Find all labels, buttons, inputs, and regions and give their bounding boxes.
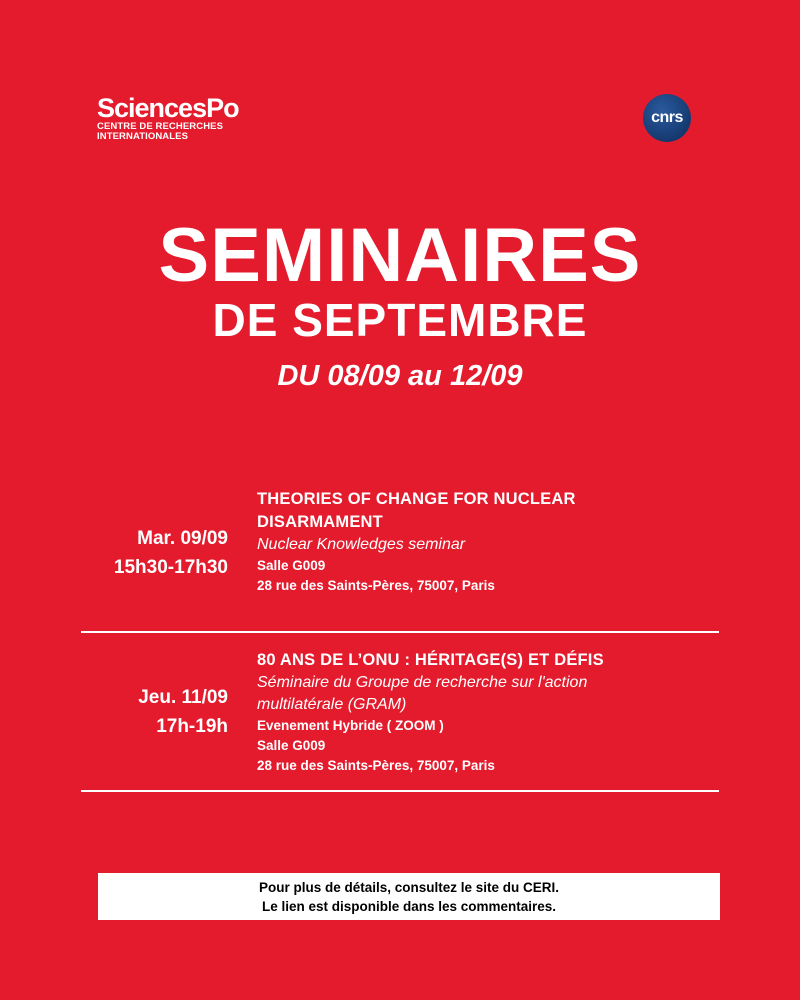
date-range: DU 08/09 au 12/09 <box>277 360 523 392</box>
event-2-subtitle-line-1: Séminaire du Groupe de recherche sur l'action <box>257 674 588 691</box>
event-2-room: Salle G009 <box>257 738 326 753</box>
event-2-details <box>257 649 677 776</box>
event-2-day: Jeu. 11/09 <box>138 687 228 708</box>
event-2-title: 80 ANS DE L’ONU : HÉRITAGE(S) ET DÉFIS <box>257 651 604 669</box>
event-2-time: 17h-19h <box>156 716 228 737</box>
event-1-subtitle: Nuclear Knowledges seminar <box>257 536 466 553</box>
sciencespo-sub-line-2: INTERNATIONALES <box>97 131 189 142</box>
page-title: SEMINAIRES <box>158 213 642 298</box>
event-1-address: 28 rue des Saints-Pères, 75007, Paris <box>257 578 495 593</box>
event-2-subtitle-line-2: multilatérale (GRAM) <box>257 696 407 713</box>
event-2-address: 28 rue des Saints-Pères, 75007, Paris <box>257 758 495 773</box>
event-1-details <box>257 488 677 596</box>
footer-line-2: Le lien est disponible dans les commentaires. <box>261 898 557 914</box>
footer-info-box <box>98 873 720 920</box>
divider-1 <box>81 631 719 633</box>
sciencespo-name: SciencesPo <box>97 93 239 123</box>
event-1-time: 15h30-17h30 <box>113 557 228 578</box>
footer-line-1: Pour plus de détails, consultez le site du CERI. <box>258 879 560 895</box>
event-2-format: Evenement Hybride ( ZOOM ) <box>257 718 444 733</box>
cnrs-logo-text: cnrs <box>651 109 683 126</box>
cnrs-logo <box>643 94 691 142</box>
event-1-title-line-2: DISARMAMENT <box>257 513 383 531</box>
event-1-day: Mar. 09/09 <box>137 528 228 549</box>
sciencespo-sub-line-1: CENTRE DE RECHERCHES <box>97 121 224 132</box>
event-1-room: Salle G009 <box>257 558 326 573</box>
divider-2 <box>81 790 719 792</box>
sciencespo-logo <box>97 94 239 142</box>
event-1-title-line-1: THEORIES OF CHANGE FOR NUCLEAR <box>257 490 576 508</box>
event-2-when <box>138 683 228 741</box>
event-1-when <box>114 524 228 582</box>
page-subtitle: DE SEPTEMBRE <box>212 294 588 346</box>
